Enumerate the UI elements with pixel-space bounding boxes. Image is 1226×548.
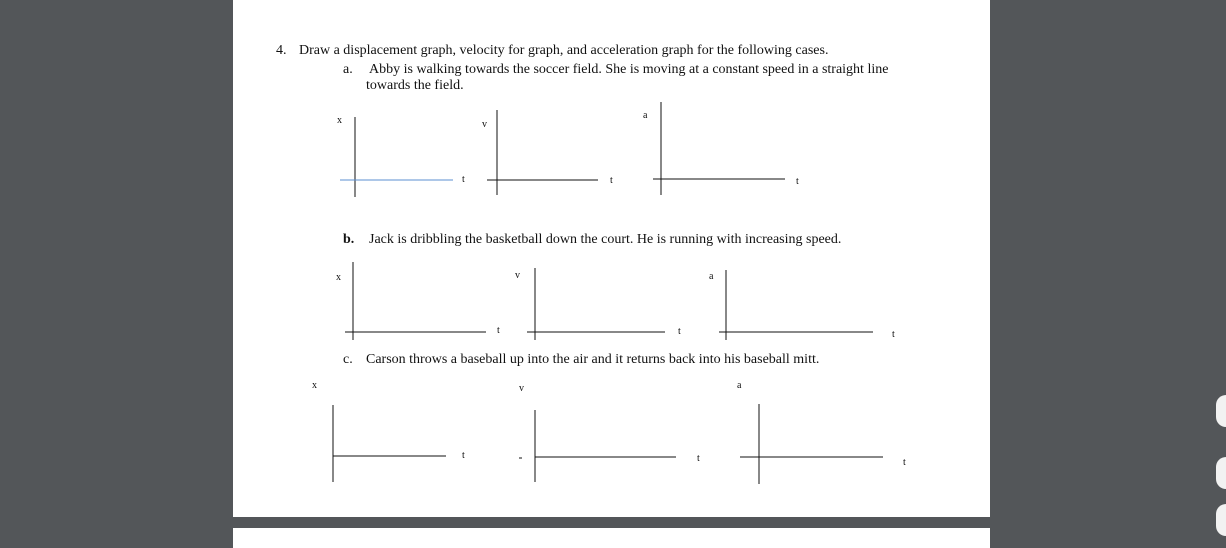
- case-c-v-graph-t-label: t: [697, 453, 700, 464]
- case-b-text: Jack is dribbling the basketball down the court. He is running with increasing speed.: [369, 232, 842, 247]
- question-number: 4.: [276, 43, 287, 58]
- case-a-marker: a.: [343, 62, 353, 77]
- case-c-a-axis-label: a: [737, 380, 742, 391]
- case-c-x-graph-t-label: t: [462, 450, 465, 461]
- floating-button-3[interactable]: [1216, 504, 1226, 536]
- floating-button-2[interactable]: [1216, 457, 1226, 489]
- case-b-a-axis-label: a: [709, 271, 714, 282]
- case-c-text: Carson throws a baseball up into the air and it returns back into his baseball mitt.: [366, 352, 820, 367]
- case-a-v-graph-t-label: t: [610, 175, 613, 186]
- floating-button-1[interactable]: [1216, 395, 1226, 427]
- case-b-a-graph-t-label: t: [892, 329, 895, 340]
- case-c-marker: c.: [343, 352, 353, 367]
- case-a-a-axis-label: a: [643, 110, 648, 121]
- case-a-x-graph-t-label: t: [462, 174, 465, 185]
- case-c-a-graph-t-label: t: [903, 457, 906, 468]
- next-page-edge: [233, 528, 990, 548]
- case-a-a-graph-t-label: t: [796, 176, 799, 187]
- case-a-text-line1: Abby is walking towards the soccer field. She is moving at a constant speed in a straight line: [369, 62, 889, 77]
- case-a-text-line2: towards the field.: [366, 78, 464, 93]
- case-b-x-graph-t-label: t: [497, 325, 500, 336]
- case-b-v-axis-label: v: [515, 270, 520, 281]
- document-page: [233, 0, 990, 517]
- case-b-x-axis-label: x: [336, 272, 341, 283]
- graph-axes-layer: [233, 0, 990, 517]
- case-c-x-axis-label: x: [312, 380, 317, 391]
- case-c-v-axis-label: v: [519, 383, 524, 394]
- case-b-v-graph-t-label: t: [678, 326, 681, 337]
- case-b-marker: b.: [343, 232, 355, 247]
- question-prompt: Draw a displacement graph, velocity for graph, and acceleration graph for the following cases.: [299, 43, 829, 58]
- case-a-x-axis-label: x: [337, 115, 342, 126]
- case-a-v-axis-label: v: [482, 119, 487, 130]
